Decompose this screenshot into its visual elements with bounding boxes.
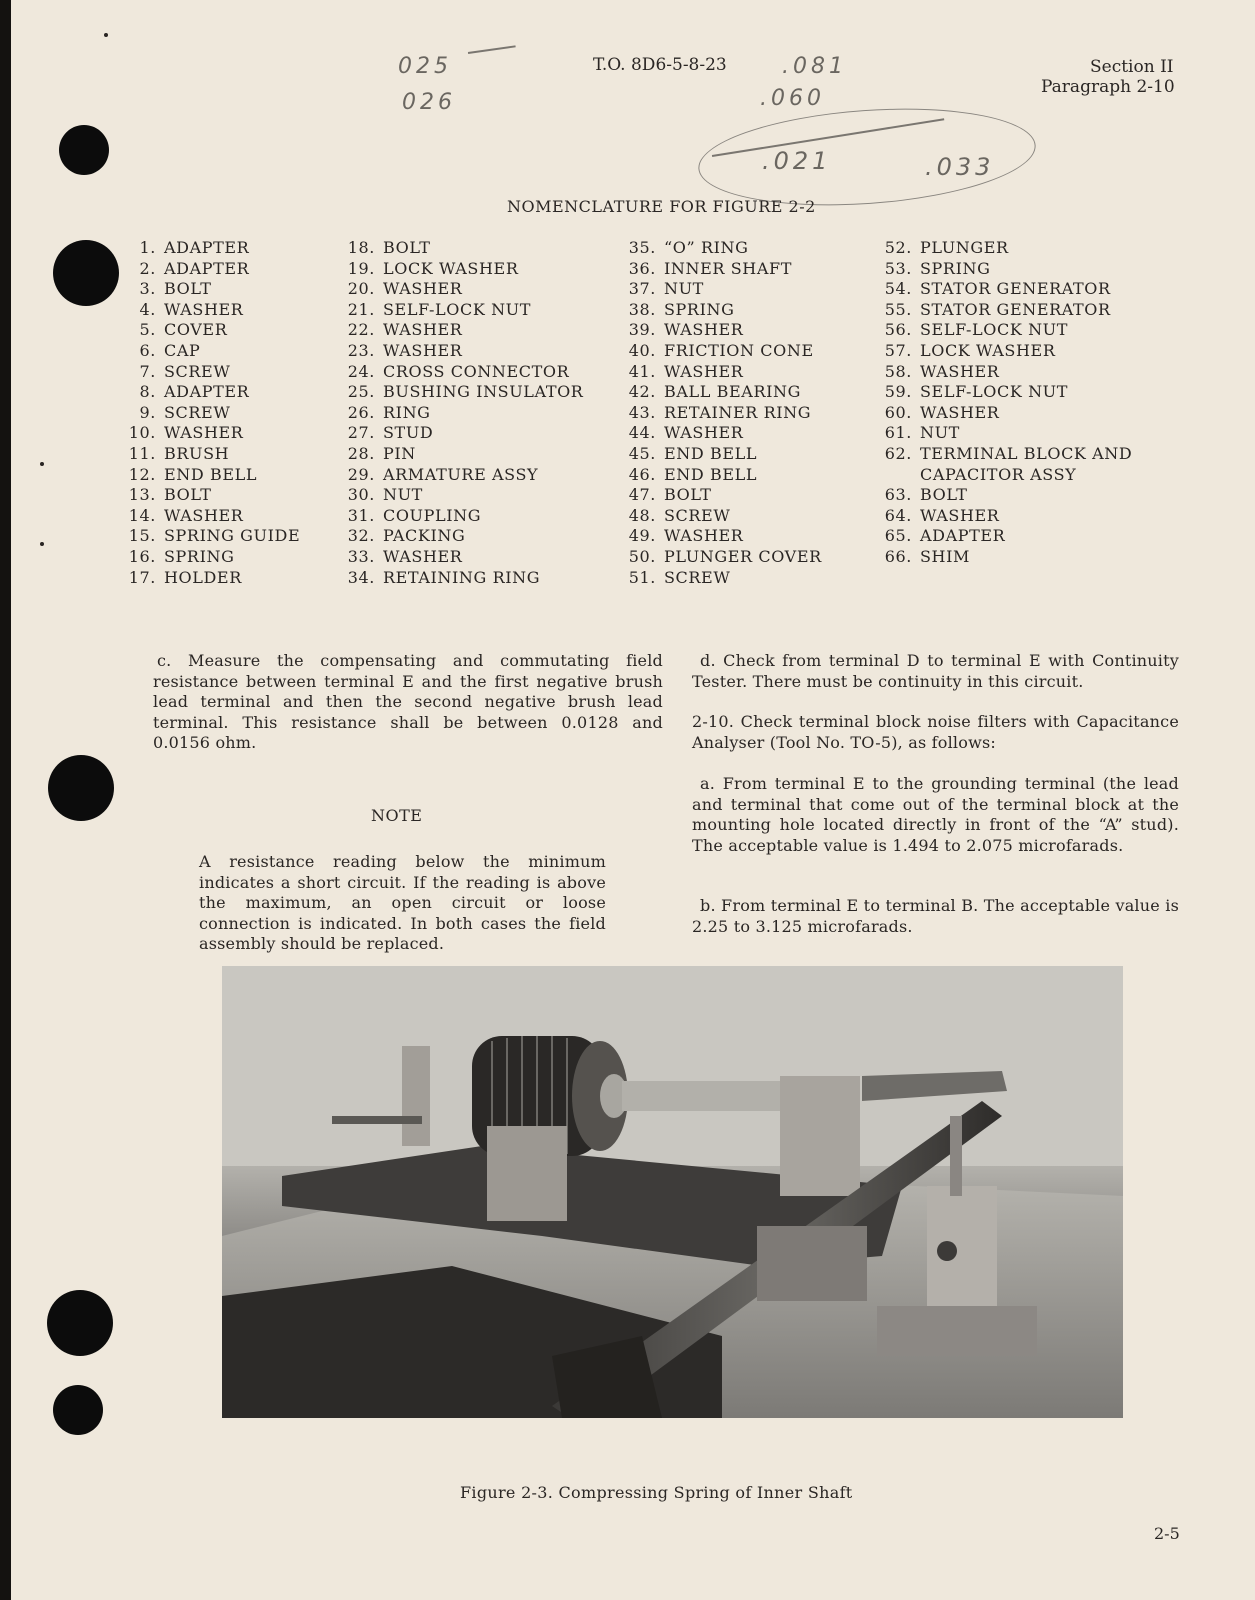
item-label: WASHER — [664, 361, 744, 381]
item-number: 54. — [884, 279, 912, 299]
item-label: INNER SHAFT — [664, 258, 792, 278]
nomenclature-item — [341, 362, 583, 383]
nomenclature-item — [122, 382, 300, 403]
item-label: SPRING GUIDE — [164, 526, 301, 546]
paragraph-2-10: 2-10. Check terminal block noise filters with Capacitance Analyser (Tool No. TO-5), as follows: — [692, 712, 1179, 752]
nomenclature-item — [878, 465, 1132, 486]
item-number: 45. — [628, 443, 656, 463]
item-number: 10. — [128, 423, 156, 443]
item-label: SPRING — [664, 299, 735, 319]
item-number: 13. — [128, 485, 156, 505]
item-number: 3. — [139, 279, 156, 299]
item-label: PLUNGER COVER — [664, 546, 822, 566]
nomenclature-item — [341, 506, 583, 527]
item-label: WASHER — [383, 546, 463, 566]
nomenclature-item — [878, 547, 1132, 568]
item-label: SPRING — [164, 546, 235, 566]
nomenclature-item — [622, 362, 822, 383]
nomenclature-item — [622, 423, 822, 444]
nomenclature-item — [341, 320, 583, 341]
item-label: CAPACITOR ASSY — [920, 464, 1077, 484]
nomenclature-item — [341, 568, 583, 589]
nomenclature-column-1 — [122, 238, 300, 588]
nomenclature-item — [122, 526, 300, 547]
item-label: LOCK WASHER — [920, 340, 1056, 360]
item-number: 19. — [347, 258, 375, 278]
binder-hole — [53, 240, 119, 306]
item-label: WASHER — [920, 505, 1000, 525]
nomenclature-item — [878, 526, 1132, 547]
item-number: 43. — [628, 402, 656, 422]
item-number: 2. — [139, 258, 156, 278]
item-number: 51. — [628, 567, 656, 587]
item-number: 12. — [128, 464, 156, 484]
nomenclature-item — [341, 526, 583, 547]
item-label: RETAINER RING — [664, 402, 812, 422]
nomenclature-column-4 — [878, 238, 1132, 568]
nomenclature-item — [878, 382, 1132, 403]
item-number: 11. — [128, 443, 156, 463]
item-label: WASHER — [664, 526, 744, 546]
item-label: ADAPTER — [164, 382, 250, 402]
item-label: WASHER — [383, 279, 463, 299]
item-number: 39. — [628, 320, 656, 340]
nomenclature-item — [341, 485, 583, 506]
nomenclature-item — [622, 547, 822, 568]
item-number — [878, 465, 912, 486]
item-number: 60. — [884, 402, 912, 422]
item-label: SCREW — [664, 505, 731, 525]
item-label: PLUNGER — [920, 238, 1009, 257]
item-label: END BELL — [164, 464, 258, 484]
nomenclature-item — [341, 403, 583, 424]
item-number: 63. — [884, 485, 912, 505]
item-number: 26. — [347, 402, 375, 422]
item-number: 27. — [347, 423, 375, 443]
item-number: 66. — [884, 546, 912, 566]
item-number: 31. — [347, 505, 375, 525]
nomenclature-item — [878, 506, 1132, 527]
item-number: 50. — [628, 546, 656, 566]
nomenclature-item — [122, 465, 300, 486]
item-number: 24. — [347, 361, 375, 381]
scan-speck — [104, 33, 108, 37]
nomenclature-item — [122, 485, 300, 506]
item-label: END BELL — [664, 464, 758, 484]
paragraph-a: a. From terminal E to the grounding terminal (the lead and terminal that come out of the terminal block at the mounting hole located directly in front of the “A” stud). The acceptable value is 1.494 to 2.075 microfarads. — [692, 774, 1179, 855]
nomenclature-item — [622, 465, 822, 486]
nomenclature-item — [341, 259, 583, 280]
pencil-mark — [468, 45, 516, 53]
item-number: 34. — [347, 567, 375, 587]
nomenclature-column-2 — [341, 238, 583, 588]
item-number: 14. — [128, 505, 156, 525]
item-number: 28. — [347, 443, 375, 463]
item-number: 7. — [139, 361, 156, 381]
item-label: PACKING — [383, 526, 466, 546]
nomenclature-item — [878, 341, 1132, 362]
item-label: LOCK WASHER — [383, 258, 519, 278]
binder-hole — [59, 125, 109, 175]
item-number: 57. — [884, 340, 912, 360]
handwritten-note: 025 — [398, 54, 452, 79]
nomenclature-item — [622, 382, 822, 403]
page-number: 2-5 — [1154, 1524, 1180, 1543]
item-number: 59. — [884, 382, 912, 402]
item-label: HOLDER — [164, 567, 242, 587]
item-label: SELF-LOCK NUT — [920, 320, 1069, 340]
nomenclature-item — [122, 444, 300, 465]
nomenclature-item — [878, 444, 1132, 465]
nomenclature-item — [122, 547, 300, 568]
paragraph-b: b. From terminal E to terminal B. The acceptable value is 2.25 to 3.125 microfarads. — [692, 896, 1179, 936]
nomenclature-item — [122, 279, 300, 300]
item-number: 16. — [128, 546, 156, 566]
nomenclature-item — [878, 279, 1132, 300]
note-heading: NOTE — [371, 806, 423, 825]
nomenclature-item — [122, 300, 300, 321]
item-number: 64. — [884, 505, 912, 525]
scan-speck — [40, 542, 44, 546]
handwritten-note: .021 — [762, 147, 832, 175]
item-label: END BELL — [664, 443, 758, 463]
item-number: 21. — [347, 299, 375, 319]
item-label: SPRING — [920, 258, 991, 278]
item-number: 58. — [884, 361, 912, 381]
item-label: SELF-LOCK NUT — [920, 382, 1069, 402]
nomenclature-item — [341, 547, 583, 568]
item-label: COUPLING — [383, 505, 482, 525]
figure-caption: Figure 2-3. Compressing Spring of Inner Shaft — [460, 1483, 853, 1502]
binder-hole — [53, 1385, 103, 1435]
paragraph-label: Paragraph 2-10 — [1041, 77, 1175, 97]
item-number: 23. — [347, 340, 375, 360]
item-label: BUSHING INSULATOR — [383, 382, 584, 402]
item-label: WASHER — [920, 361, 1000, 381]
nomenclature-item — [622, 238, 822, 259]
nomenclature-item — [622, 279, 822, 300]
nomenclature-item — [622, 444, 822, 465]
item-number: 29. — [347, 464, 375, 484]
nomenclature-item — [341, 444, 583, 465]
nomenclature-item — [341, 300, 583, 321]
handwritten-note: 026 — [402, 90, 456, 115]
item-number: 18. — [347, 238, 375, 257]
item-number: 62. — [884, 443, 912, 463]
item-number: 33. — [347, 546, 375, 566]
nomenclature-item — [122, 423, 300, 444]
handwritten-note: .060 — [760, 86, 825, 111]
item-label: STUD — [383, 423, 434, 443]
item-label: ADAPTER — [920, 526, 1006, 546]
nomenclature-item — [122, 341, 300, 362]
item-number: 15. — [128, 526, 156, 546]
item-label: BOLT — [383, 238, 431, 257]
nomenclature-item — [622, 485, 822, 506]
item-label: SCREW — [164, 402, 231, 422]
item-label: NUT — [383, 485, 423, 505]
item-number: 52. — [884, 238, 912, 257]
nomenclature-column-3 — [622, 238, 822, 588]
handwritten-note: .033 — [925, 153, 995, 181]
item-number: 65. — [884, 526, 912, 546]
item-label: BALL BEARING — [664, 382, 801, 402]
nomenclature-item — [341, 382, 583, 403]
item-number: 53. — [884, 258, 912, 278]
armature-fixture-illustration — [222, 966, 1123, 1418]
nomenclature-item — [622, 526, 822, 547]
item-number: 44. — [628, 423, 656, 443]
item-number: 46. — [628, 464, 656, 484]
item-label: WASHER — [164, 423, 244, 443]
item-label: BOLT — [164, 485, 212, 505]
binder-hole — [47, 1290, 113, 1356]
item-label: SCREW — [164, 361, 231, 381]
item-number: 6. — [139, 340, 156, 360]
nomenclature-item — [341, 465, 583, 486]
item-label: ARMATURE ASSY — [383, 464, 539, 484]
item-number: 4. — [139, 299, 156, 319]
item-number: 9. — [139, 402, 156, 422]
item-number: 37. — [628, 279, 656, 299]
item-number: 25. — [347, 382, 375, 402]
item-label: NUT — [920, 423, 960, 443]
nomenclature-item — [341, 238, 583, 259]
item-label: WASHER — [664, 320, 744, 340]
item-label: CAP — [164, 340, 201, 360]
item-label: TERMINAL BLOCK AND — [920, 443, 1133, 463]
item-label: PIN — [383, 443, 416, 463]
item-number: 38. — [628, 299, 656, 319]
item-label: FRICTION CONE — [664, 340, 814, 360]
item-number: 36. — [628, 258, 656, 278]
item-number: 56. — [884, 320, 912, 340]
item-number: 32. — [347, 526, 375, 546]
nomenclature-item — [122, 259, 300, 280]
nomenclature-item — [878, 403, 1132, 424]
paragraph-c: c. Measure the compensating and commutating field resistance between terminal E and the first negative brush lead terminal and then the second negative brush lead terminal. This resistance shall be between 0.0128 and 0.0156 ohm. — [153, 651, 663, 752]
item-number: 55. — [884, 299, 912, 319]
section-label: Section II — [1090, 57, 1174, 77]
item-number: 61. — [884, 423, 912, 443]
nomenclature-item — [122, 362, 300, 383]
scan-page-edge — [0, 0, 11, 1600]
nomenclature-item — [122, 238, 300, 259]
nomenclature-item — [878, 362, 1132, 383]
item-label: “O” RING — [664, 238, 749, 257]
item-label: WASHER — [664, 423, 744, 443]
item-number: 40. — [628, 340, 656, 360]
item-label: ADAPTER — [164, 258, 250, 278]
nomenclature-item — [122, 320, 300, 341]
nomenclature-item — [878, 259, 1132, 280]
item-label: WASHER — [383, 320, 463, 340]
nomenclature-item — [622, 320, 822, 341]
nomenclature-item — [622, 506, 822, 527]
nomenclature-item — [341, 423, 583, 444]
item-number: 17. — [128, 567, 156, 587]
item-number: 47. — [628, 485, 656, 505]
nomenclature-item — [622, 300, 822, 321]
nomenclature-item — [341, 341, 583, 362]
nomenclature-item — [878, 320, 1132, 341]
item-number: 42. — [628, 382, 656, 402]
technical-order-number: T.O. 8D6-5-8-23 — [593, 55, 727, 75]
nomenclature-item — [341, 279, 583, 300]
item-label: SCREW — [664, 567, 731, 587]
item-number: 22. — [347, 320, 375, 340]
item-label: SELF-LOCK NUT — [383, 299, 532, 319]
nomenclature-title: NOMENCLATURE FOR FIGURE 2-2 — [507, 197, 816, 216]
nomenclature-item — [878, 300, 1132, 321]
item-label: WASHER — [383, 340, 463, 360]
nomenclature-item — [878, 485, 1132, 506]
item-number: 41. — [628, 361, 656, 381]
item-label: RETAINING RING — [383, 567, 541, 587]
scan-speck — [40, 462, 44, 466]
nomenclature-item — [622, 259, 822, 280]
item-number: 30. — [347, 485, 375, 505]
nomenclature-item — [622, 568, 822, 589]
item-label: BOLT — [920, 485, 968, 505]
item-label: BRUSH — [164, 443, 230, 463]
item-number: 48. — [628, 505, 656, 525]
item-number: 49. — [628, 526, 656, 546]
nomenclature-item — [122, 403, 300, 424]
nomenclature-item — [878, 423, 1132, 444]
nomenclature-item — [122, 568, 300, 589]
item-label: RING — [383, 402, 431, 422]
nomenclature-item — [622, 403, 822, 424]
item-label: BOLT — [164, 279, 212, 299]
item-label: STATOR GENERATOR — [920, 279, 1111, 299]
item-number: 8. — [139, 382, 156, 402]
item-label: CROSS CONNECTOR — [383, 361, 570, 381]
binder-hole — [48, 755, 114, 821]
item-label: WASHER — [920, 402, 1000, 422]
item-label: WASHER — [164, 505, 244, 525]
nomenclature-item — [878, 238, 1132, 259]
item-number: 20. — [347, 279, 375, 299]
note-text: A resistance reading below the minimum indicates a short circuit. If the reading is above the maximum, an open circuit or loose connection is indicated. In both cases the field assembly should be replaced. — [199, 852, 606, 953]
paragraph-d: d. Check from terminal D to terminal E with Continuity Tester. There must be continuity in this circuit. — [692, 651, 1179, 691]
item-label: SHIM — [920, 546, 971, 566]
item-label: NUT — [664, 279, 704, 299]
item-label: COVER — [164, 320, 228, 340]
nomenclature-item — [122, 506, 300, 527]
item-number: 35. — [628, 238, 656, 257]
figure-2-3-photo — [222, 966, 1123, 1418]
handwritten-note: .081 — [782, 54, 847, 79]
item-number: 1. — [139, 238, 156, 257]
item-label: ADAPTER — [164, 238, 250, 257]
item-label: BOLT — [664, 485, 712, 505]
item-number: 5. — [139, 320, 156, 340]
item-label: STATOR GENERATOR — [920, 299, 1111, 319]
item-label: WASHER — [164, 299, 244, 319]
nomenclature-item — [622, 341, 822, 362]
